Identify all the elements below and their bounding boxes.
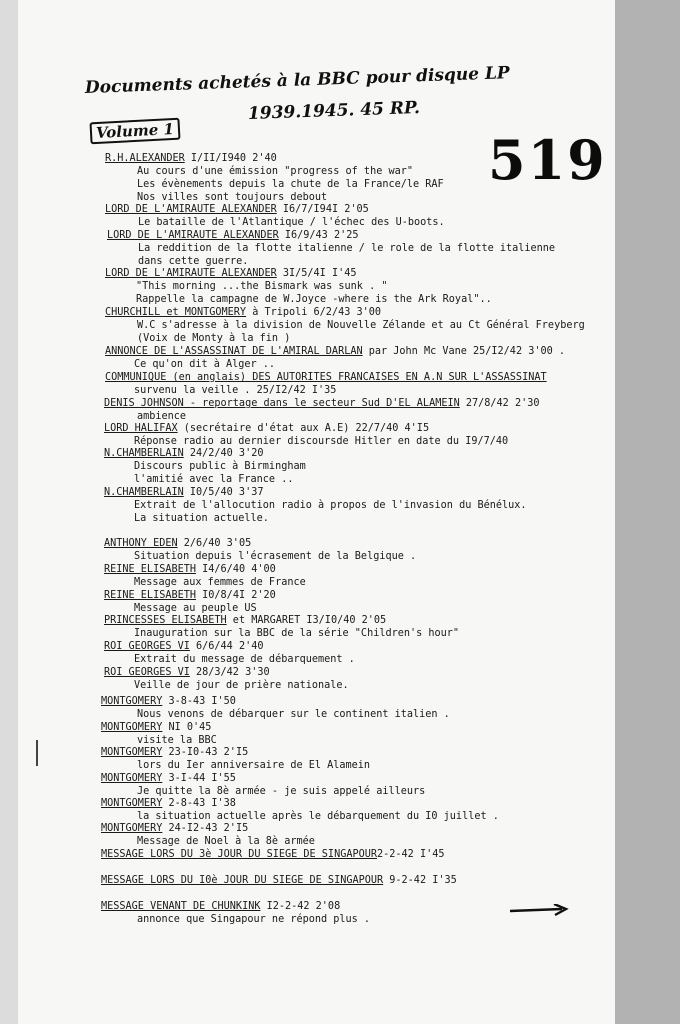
entry-description: La situation actuelle. bbox=[134, 513, 269, 524]
entry-description: Le bataille de l'Atlantique / l'échec des U-boots. bbox=[138, 217, 445, 228]
volume-label: Volume 1 bbox=[89, 118, 180, 145]
entry-description: Rappelle la campagne de W.Joyce -where is the Ark Royal".. bbox=[136, 294, 492, 305]
entry-description: Ce qu'on dit à Alger .. bbox=[134, 359, 276, 370]
entry-title-line bbox=[104, 641, 263, 653]
entry-description: Nos villes sont toujours debout bbox=[137, 192, 328, 203]
entry-description: ambience bbox=[137, 411, 187, 422]
entry-title: N.CHAMBERLAIN bbox=[104, 487, 184, 498]
entry-title-line bbox=[104, 448, 263, 460]
entry-title: COMMUNIQUE (en anglais) DES AUTORITES FRANCAISES EN A.N SUR L'ASSASSINAT bbox=[105, 372, 547, 383]
entry-description: La reddition de la flotte italienne / le role de la flotte italienne bbox=[138, 243, 556, 254]
entry-date-duration: (secrétaire d'état aux A.E) 22/7/40 4'I5 bbox=[177, 423, 430, 434]
entry-description: l'amitié avec la France .. bbox=[134, 474, 294, 485]
entry-title: MESSAGE LORS DU I0è JOUR DU SIEGE DE SINGAPOUR bbox=[101, 875, 384, 886]
entry-description: Discours public à Birmingham bbox=[134, 461, 306, 472]
entry-date-duration: 3I/5/4I I'45 bbox=[276, 268, 357, 279]
entry-title: LORD DE L'AMIRAUTE ALEXANDER bbox=[107, 230, 279, 241]
entry-title-line bbox=[104, 423, 429, 435]
entry-title: LORD DE L'AMIRAUTE ALEXANDER bbox=[105, 204, 277, 215]
entry-date-duration: 9-2-42 I'35 bbox=[383, 875, 457, 886]
entry-description: Message aux femmes de France bbox=[134, 577, 306, 588]
entry-title: DENIS JOHNSON - reportage dans le secteur Sud D'EL ALAMEIN bbox=[104, 398, 460, 409]
entry-title: ANTHONY EDEN bbox=[104, 538, 178, 549]
entry-date-duration: I2-2-42 2'08 bbox=[260, 901, 341, 912]
entry-title-line bbox=[101, 901, 340, 913]
entry-date-duration: NI 0'45 bbox=[162, 722, 212, 733]
entry-date-duration: et MARGARET I3/I0/40 2'05 bbox=[226, 615, 387, 626]
entry-title: ROI GEORGES VI bbox=[104, 641, 190, 652]
entry-title-line bbox=[101, 696, 236, 708]
entry-description: dans cette guerre. bbox=[138, 256, 249, 267]
entry-description: visite la BBC bbox=[137, 735, 217, 746]
entry-title-line bbox=[104, 398, 539, 410]
entry-title-line bbox=[105, 372, 547, 384]
entry-title: MESSAGE VENANT DE CHUNKINK bbox=[101, 901, 261, 912]
entry-title: MONTGOMERY bbox=[101, 773, 163, 784]
entry-date-duration: 24/2/40 3'20 bbox=[183, 448, 264, 459]
entry-description: Inauguration sur la BBC de la série "Children's hour" bbox=[134, 628, 460, 639]
entry-description: Extrait du message de débarquement . bbox=[134, 654, 355, 665]
entry-description: Je quitte la 8è armée - je suis appelé ailleurs bbox=[137, 786, 426, 797]
entry-date-duration: 2-2-42 I'45 bbox=[377, 849, 445, 860]
entry-date-duration: I6/7/I94I 2'05 bbox=[276, 204, 369, 215]
entry-date-duration: 3-I-44 I'55 bbox=[162, 773, 236, 784]
entry-title: MONTGOMERY bbox=[101, 696, 163, 707]
entry-title-line bbox=[104, 564, 276, 576]
entry-date-duration: I4/6/40 4'00 bbox=[196, 564, 276, 575]
margin-mark bbox=[36, 740, 38, 766]
entry-description: "This morning ...the Bismark was sunk . " bbox=[136, 281, 388, 292]
entry-title-line bbox=[104, 590, 276, 602]
entry-title: LORD DE L'AMIRAUTE ALEXANDER bbox=[105, 268, 277, 279]
entry-title: R.H.ALEXANDER bbox=[105, 153, 185, 164]
entry-date-duration: 2-8-43 I'38 bbox=[162, 798, 236, 809]
entry-title-line bbox=[101, 747, 248, 759]
entry-description: Message de Noel à la 8è armée bbox=[137, 836, 315, 847]
handwritten-note: Documents achetés à la BBC pour disque LP bbox=[84, 63, 511, 98]
entry-title: MONTGOMERY bbox=[101, 823, 163, 834]
entry-description: Réponse radio au dernier discoursde Hitler en date du I9/7/40 bbox=[134, 436, 509, 447]
entry-description: Les évènements depuis la chute de la France/le RAF bbox=[137, 179, 444, 190]
entry-title: ROI GEORGES VI bbox=[104, 667, 190, 678]
entry-title: N.CHAMBERLAIN bbox=[104, 448, 184, 459]
entry-title-line bbox=[101, 823, 248, 835]
entry-title-line bbox=[105, 346, 565, 358]
entry-description: Situation depuis l'écrasement de la Belgique . bbox=[134, 551, 417, 562]
entry-title: LORD HALIFAX bbox=[104, 423, 178, 434]
entry-title-line bbox=[104, 667, 270, 679]
entry-description: survenu la veille . 25/I2/42 I'35 bbox=[134, 385, 337, 396]
entry-title-line bbox=[101, 773, 236, 785]
entry-description: Veille de jour de prière nationale. bbox=[134, 680, 349, 691]
entry-title: PRINCESSES ELISABETH bbox=[104, 615, 227, 626]
entry-title-line bbox=[101, 798, 236, 810]
entry-date-duration: 24-I2-43 2'I5 bbox=[162, 823, 249, 834]
entry-description: annonce que Singapour ne répond plus . bbox=[137, 914, 371, 925]
entry-title-line bbox=[107, 230, 358, 242]
entry-description: la situation actuelle après le débarquement du I0 juillet . bbox=[137, 811, 499, 822]
entry-title: MONTGOMERY bbox=[101, 798, 163, 809]
binding-edge bbox=[0, 0, 18, 1024]
entry-description: lors du Ier anniversaire de El Alamein bbox=[137, 760, 371, 771]
entry-title: REINE ELISABETH bbox=[104, 564, 197, 575]
entry-date-duration: 27/8/42 2'30 bbox=[459, 398, 540, 409]
entry-description: W.C s'adresse à la division de Nouvelle Zélande et au Ct Général Freyberg bbox=[137, 320, 585, 331]
entry-title: REINE ELISABETH bbox=[104, 590, 197, 601]
entry-title: MESSAGE LORS DU 3è JOUR DU SIEGE DE SINGAPOUR bbox=[101, 849, 378, 860]
entry-title: MONTGOMERY bbox=[101, 747, 163, 758]
entry-description: Message au peuple US bbox=[134, 603, 257, 614]
entry-date-duration: 28/3/42 3'30 bbox=[189, 667, 270, 678]
entry-date-duration: 2/6/40 3'05 bbox=[177, 538, 252, 549]
entry-title-line bbox=[105, 307, 381, 319]
entry-date-duration: à Tripoli 6/2/43 3'00 bbox=[246, 307, 382, 318]
handwritten-years: 1939.1945. 45 RP. bbox=[247, 98, 421, 124]
entry-date-duration: I0/5/40 3'37 bbox=[183, 487, 264, 498]
entry-date-duration: par John Mc Vane 25/I2/42 3'00 . bbox=[362, 346, 566, 357]
entry-title: ANNONCE DE L'ASSASSINAT DE L'AMIRAL DARLAN bbox=[105, 346, 363, 357]
entry-date-duration: I/II/I940 2'40 bbox=[184, 153, 277, 164]
entry-title-line bbox=[101, 849, 444, 861]
arrow-right-icon bbox=[510, 904, 570, 918]
entry-title-line bbox=[105, 153, 277, 165]
entry-title-line bbox=[104, 615, 386, 627]
entry-description: Extrait de l'allocution radio à propos de l'invasion du Bénélux. bbox=[134, 500, 527, 511]
entry-date-duration: 6/6/44 2'40 bbox=[189, 641, 264, 652]
entry-title-line bbox=[101, 722, 211, 734]
entry-title-line bbox=[104, 538, 251, 550]
entry-description: Nous venons de débarquer sur le continent italien . bbox=[137, 709, 450, 720]
entry-title-line bbox=[104, 487, 263, 499]
entry-title-line bbox=[101, 875, 457, 887]
entry-description: Au cours d'une émission "progress of the war" bbox=[137, 166, 414, 177]
entry-title: CHURCHILL et MONTGOMERY bbox=[105, 307, 247, 318]
entry-title-line bbox=[105, 268, 356, 280]
entry-title: MONTGOMERY bbox=[101, 722, 163, 733]
entry-description: (Voix de Monty à la fin ) bbox=[137, 333, 291, 344]
entry-date-duration: 3-8-43 I'50 bbox=[162, 696, 236, 707]
entry-title-line bbox=[105, 204, 369, 216]
entry-date-duration: I0/8/4I 2'20 bbox=[196, 590, 276, 601]
background-edge bbox=[615, 0, 680, 1024]
entry-date-duration: 23-I0-43 2'I5 bbox=[162, 747, 249, 758]
page-number: 519 bbox=[488, 128, 607, 192]
entry-date-duration: I6/9/43 2'25 bbox=[278, 230, 359, 241]
